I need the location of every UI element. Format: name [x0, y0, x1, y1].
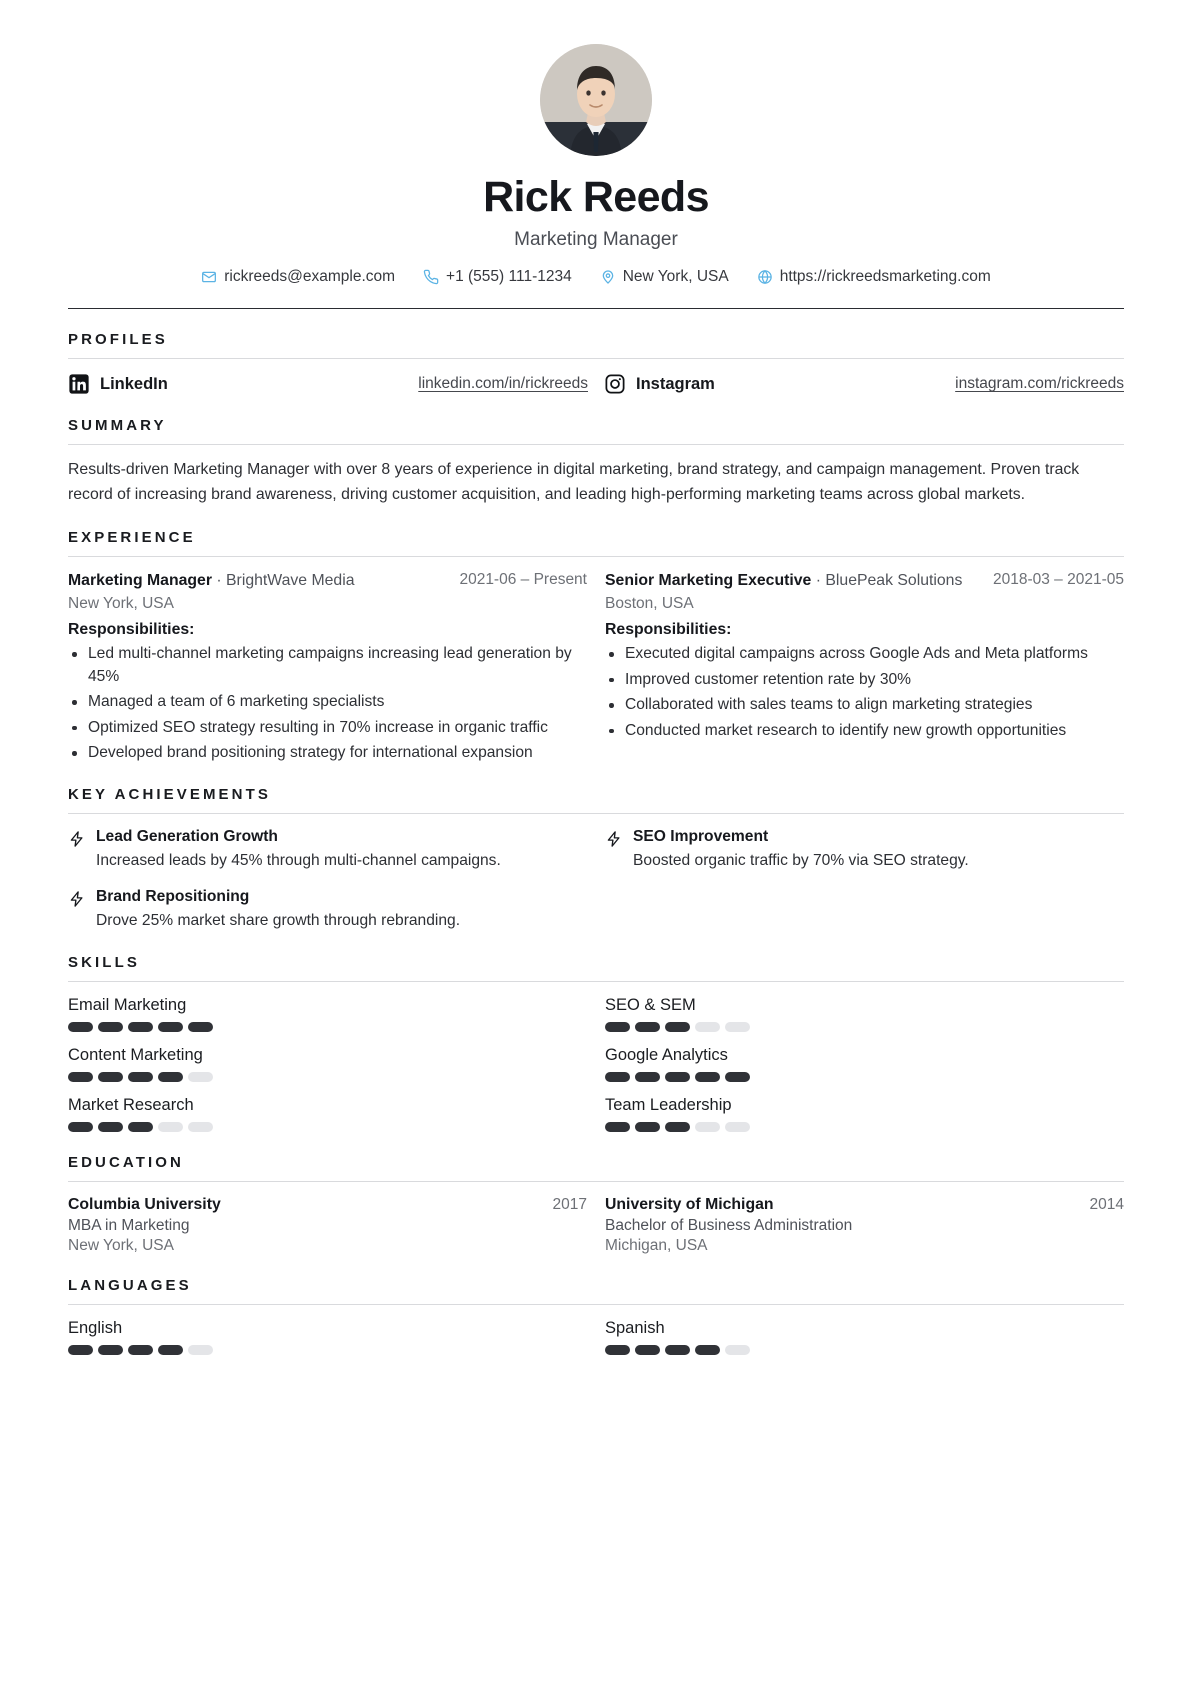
education-degree: Bachelor of Business Administration: [605, 1217, 853, 1235]
achievement-body: [96, 888, 460, 932]
rating-dot: [68, 1345, 93, 1355]
skill-item: [68, 996, 587, 1032]
contact-website[interactable]: [743, 268, 1005, 286]
profile-instagram[interactable]: [604, 373, 1124, 395]
section-divider: [68, 444, 1124, 445]
profile-linkedin[interactable]: [68, 373, 588, 395]
rating-dot: [725, 1022, 750, 1032]
section-divider: [68, 358, 1124, 359]
contact-phone[interactable]: [409, 268, 586, 286]
rating-dot: [725, 1072, 750, 1082]
skill-name: Content Marketing: [68, 1046, 203, 1065]
experience-title: Marketing Manager: [68, 572, 212, 590]
rating-dot: [128, 1345, 153, 1355]
language-rating: [605, 1345, 1124, 1355]
rating-dot: [695, 1072, 720, 1082]
rating-dot: [188, 1345, 213, 1355]
phone-icon: [423, 269, 439, 285]
education-school: Columbia University: [68, 1196, 221, 1214]
section-divider: [68, 1304, 1124, 1305]
rating-dot: [188, 1072, 213, 1082]
rating-dot: [665, 1345, 690, 1355]
language-rating: [68, 1345, 587, 1355]
job-headline: Marketing Manager: [514, 229, 678, 251]
contact-email[interactable]: [187, 268, 409, 286]
section-title-profiles: PROFILES: [68, 331, 168, 349]
education-school: University of Michigan: [605, 1196, 774, 1214]
location-pin-icon: [600, 269, 616, 285]
languages-grid: [68, 1319, 1124, 1355]
section-title-experience: EXPERIENCE: [68, 529, 196, 547]
experience-company: BluePeak Solutions: [825, 572, 963, 590]
rating-dot: [605, 1345, 630, 1355]
experience-title: Senior Marketing Executive: [605, 572, 812, 590]
lightning-bolt-icon: [68, 830, 86, 848]
education-year: 2014: [1089, 1196, 1124, 1214]
section-divider: [68, 981, 1124, 982]
section-summary: [68, 417, 1124, 507]
profile-instagram-name: Instagram: [636, 374, 715, 393]
achievement-title: Brand Repositioning: [96, 888, 250, 906]
section-title-languages: LANGUAGES: [68, 1277, 192, 1295]
avatar: [540, 44, 652, 156]
education-location: New York, USA: [68, 1237, 174, 1255]
rating-dot: [188, 1122, 213, 1132]
rating-dot: [695, 1345, 720, 1355]
achievement-description: Increased leads by 45% through multi-channel campaigns.: [96, 852, 501, 870]
language-item: [605, 1319, 1124, 1355]
skill-rating: [605, 1022, 1124, 1032]
lightning-bolt-icon: [68, 890, 86, 908]
experience-item: [605, 570, 1124, 764]
section-skills: [68, 954, 1124, 1132]
achievements-grid: [68, 828, 1124, 932]
achievement-item: [68, 888, 587, 932]
responsibilities-label: Responsibilities:: [68, 621, 195, 639]
rating-dot: [68, 1022, 93, 1032]
experience-grid: [68, 570, 1124, 764]
rating-dot: [98, 1022, 123, 1032]
summary-text: Results-driven Marketing Manager with over 8 years of experience in digital marketing, brand strategy, and campaign management. Proven track record of increasing brand awareness, driving customer acquisition, and leading high-performing marketing teams across global markets.: [68, 461, 1080, 503]
profile-instagram-left: [604, 373, 715, 395]
section-title-education: EDUCATION: [68, 1154, 184, 1172]
section-divider: [68, 556, 1124, 557]
list-item: Improved customer retention rate by 30%: [605, 669, 1124, 691]
email-icon: [201, 269, 217, 285]
list-item: Collaborated with sales teams to align marketing strategies: [605, 694, 1124, 716]
section-title-achievements: KEY ACHIEVEMENTS: [68, 786, 271, 804]
rating-dot: [68, 1072, 93, 1082]
globe-icon: [757, 269, 773, 285]
skill-name: Team Leadership: [605, 1096, 732, 1115]
responsibilities-label: Responsibilities:: [605, 621, 732, 639]
achievement-title: Lead Generation Growth: [96, 828, 278, 846]
experience-location: New York, USA: [68, 595, 174, 613]
language-item: [68, 1319, 587, 1355]
skill-rating: [68, 1072, 587, 1082]
linkedin-icon: [68, 373, 90, 395]
skill-rating: [68, 1122, 587, 1132]
rating-dot: [665, 1022, 690, 1032]
rating-dot: [635, 1072, 660, 1082]
experience-header: [605, 570, 1124, 592]
profile-linkedin-left: [68, 373, 168, 395]
rating-dot: [635, 1345, 660, 1355]
page-title: Rick Reeds: [483, 173, 709, 221]
contact-list: [68, 268, 1124, 286]
rating-dot: [158, 1072, 183, 1082]
section-title-summary: SUMMARY: [68, 417, 167, 435]
responsibilities-list: [605, 643, 1124, 742]
experience-separator: ·: [811, 572, 826, 590]
skill-item: [605, 1096, 1124, 1132]
skill-name: Google Analytics: [605, 1046, 728, 1065]
rating-dot: [158, 1345, 183, 1355]
contact-email-text: rickreeds@example.com: [224, 268, 396, 286]
education-location: Michigan, USA: [605, 1237, 708, 1255]
rating-dot: [725, 1345, 750, 1355]
contact-location-text: New York, USA: [622, 268, 729, 286]
skill-name: Market Research: [68, 1096, 194, 1115]
achievement-item: [605, 828, 1124, 872]
skill-rating: [68, 1022, 587, 1032]
experience-company: BrightWave Media: [226, 572, 355, 590]
section-achievements: [68, 786, 1124, 932]
lightning-bolt-icon: [605, 830, 623, 848]
section-title-skills: SKILLS: [68, 954, 140, 972]
experience-dates: 2018-03 – 2021-05: [992, 571, 1124, 589]
list-item: Executed digital campaigns across Google Ads and Meta platforms: [605, 643, 1124, 665]
rating-dot: [128, 1072, 153, 1082]
section-languages: [68, 1277, 1124, 1355]
skill-item: [605, 1046, 1124, 1082]
list-item: Optimized SEO strategy resulting in 70% increase in organic traffic: [68, 717, 587, 739]
list-item: Led multi-channel marketing campaigns increasing lead generation by 45%: [68, 643, 587, 688]
list-item: Conducted market research to identify new growth opportunities: [605, 720, 1124, 742]
rating-dot: [68, 1122, 93, 1132]
education-degree: MBA in Marketing: [68, 1217, 190, 1235]
rating-dot: [605, 1122, 630, 1132]
rating-dot: [635, 1022, 660, 1032]
language-name: Spanish: [605, 1319, 665, 1338]
instagram-icon: [604, 373, 626, 395]
rating-dot: [605, 1022, 630, 1032]
achievement-title: SEO Improvement: [633, 828, 769, 846]
experience-item: [68, 570, 587, 764]
section-divider: [68, 813, 1124, 814]
skill-rating: [605, 1072, 1124, 1082]
contact-website-text: https://rickreedsmarketing.com: [779, 268, 991, 286]
rating-dot: [665, 1122, 690, 1132]
experience-title-wrap: [68, 570, 355, 592]
language-name: English: [68, 1319, 123, 1338]
experience-location: Boston, USA: [605, 595, 694, 613]
skill-item: [68, 1096, 587, 1132]
skill-item: [68, 1046, 587, 1082]
rating-dot: [635, 1122, 660, 1132]
skill-name: Email Marketing: [68, 996, 187, 1015]
section-profiles: [68, 331, 1124, 395]
education-grid: [68, 1196, 1124, 1255]
education-item: [68, 1196, 587, 1255]
achievement-description: Boosted organic traffic by 70% via SEO strategy.: [633, 852, 969, 870]
experience-title-wrap: [605, 570, 962, 592]
achievement-body: [96, 828, 501, 872]
header-divider: [68, 308, 1124, 309]
list-item: Developed brand positioning strategy for international expansion: [68, 742, 587, 764]
responsibilities-list: [68, 643, 587, 764]
rating-dot: [188, 1022, 213, 1032]
education-year: 2017: [552, 1196, 587, 1214]
rating-dot: [695, 1022, 720, 1032]
education-header: [68, 1196, 587, 1214]
rating-dot: [665, 1072, 690, 1082]
skill-rating: [605, 1122, 1124, 1132]
achievement-body: [633, 828, 969, 872]
rating-dot: [605, 1072, 630, 1082]
achievement-item: [68, 828, 587, 872]
rating-dot: [158, 1022, 183, 1032]
rating-dot: [98, 1122, 123, 1132]
profiles-grid: [68, 373, 1124, 395]
achievement-description: Drove 25% market share growth through rebranding.: [96, 912, 461, 930]
rating-dot: [158, 1122, 183, 1132]
skills-grid: [68, 996, 1124, 1132]
contact-location: [586, 268, 743, 286]
section-education: [68, 1154, 1124, 1255]
education-header: [605, 1196, 1124, 1214]
profile-linkedin-url[interactable]: linkedin.com/in/rickreeds: [418, 375, 588, 393]
education-item: [605, 1196, 1124, 1255]
skill-name: SEO & SEM: [605, 996, 696, 1015]
resume-header: [68, 40, 1124, 309]
contact-phone-text: +1 (555) 111-1234: [446, 268, 572, 286]
experience-dates: 2021-06 – Present: [459, 571, 587, 589]
rating-dot: [98, 1072, 123, 1082]
rating-dot: [128, 1122, 153, 1132]
rating-dot: [128, 1022, 153, 1032]
experience-separator: ·: [211, 572, 227, 590]
list-item: Managed a team of 6 marketing specialists: [68, 691, 587, 713]
section-experience: [68, 529, 1124, 764]
skill-item: [605, 996, 1124, 1032]
profile-linkedin-name: LinkedIn: [100, 374, 168, 393]
rating-dot: [98, 1345, 123, 1355]
rating-dot: [695, 1122, 720, 1132]
profile-instagram-url[interactable]: instagram.com/rickreeds: [955, 375, 1124, 393]
rating-dot: [725, 1122, 750, 1132]
section-divider: [68, 1181, 1124, 1182]
experience-header: [68, 570, 587, 592]
